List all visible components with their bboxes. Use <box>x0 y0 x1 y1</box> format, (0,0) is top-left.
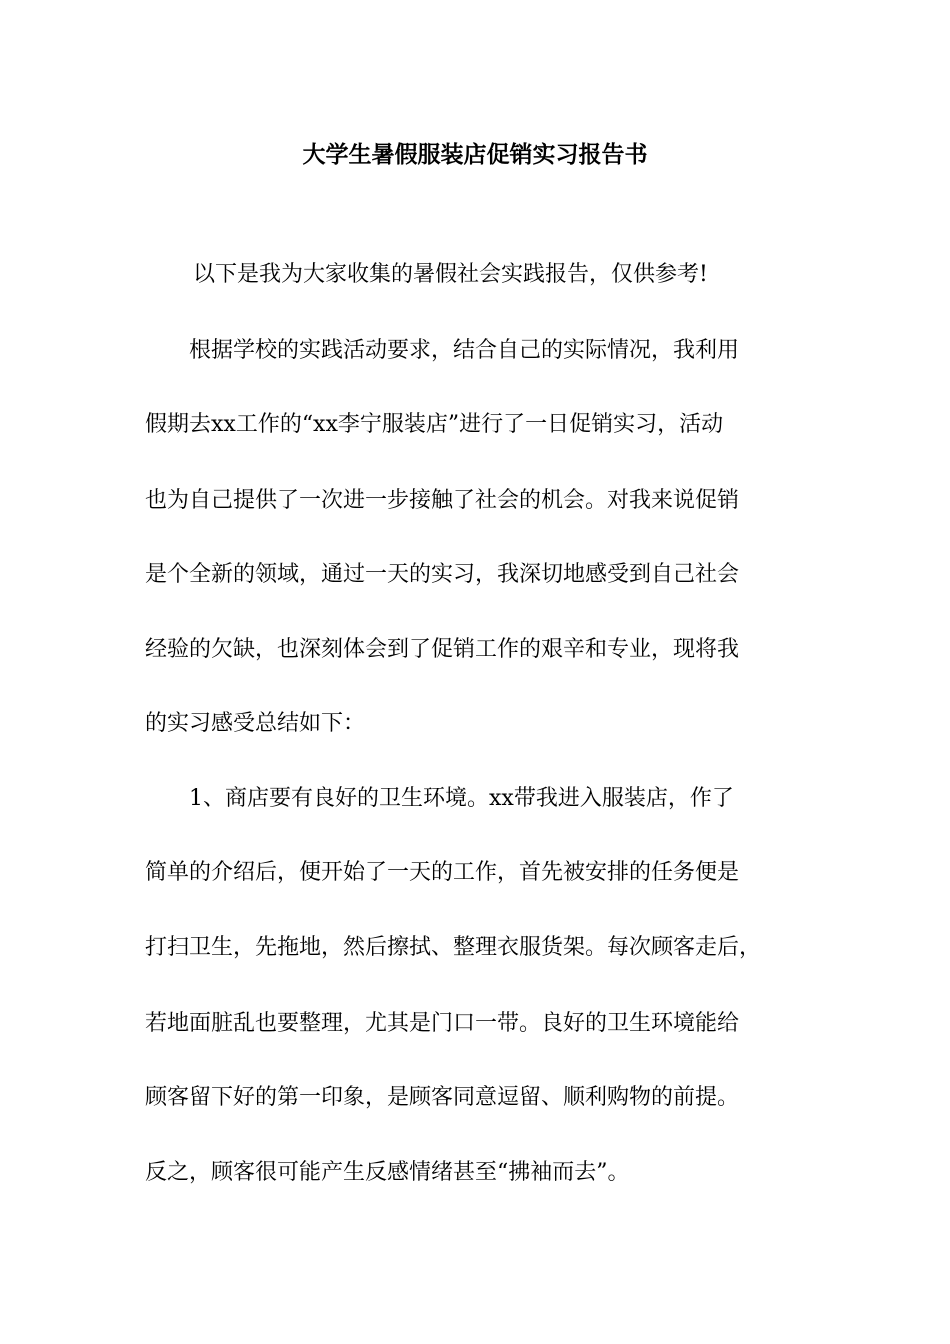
paragraph-line: 假期去xx工作的“xx李宁服装店”进行了一日促销实习，活动 <box>145 412 724 437</box>
document-title: 大学生暑假服装店促销实习报告书 <box>302 141 648 168</box>
intro-line: 以下是我为大家收集的暑假社会实践报告，仅供参考! <box>193 262 708 287</box>
paragraph-line: 1、商店要有良好的卫生环境。xx带我进入服装店，作了 <box>145 786 734 811</box>
paragraph-line: 是个全新的领域，通过一天的实习，我深切地感受到自己社会 <box>145 562 740 587</box>
paragraph-line: 也为自己提供了一次进一步接触了社会的机会。对我来说促销 <box>145 488 740 513</box>
paragraph-line: 简单的介绍后，便开始了一天的工作，首先被安排的任务便是 <box>145 860 740 885</box>
paragraph-line: 反之，顾客很可能产生反感情绪甚至“拂袖而去”。 <box>145 1160 630 1185</box>
paragraph-line: 根据学校的实践活动要求，结合自己的实际情况，我利用 <box>145 338 740 363</box>
paragraph-line: 顾客留下好的第一印象，是顾客同意逗留、顺利购物的前提。 <box>145 1085 740 1110</box>
paragraph-line: 打扫卫生，先拖地，然后擦拭、整理衣服货架。每次顾客走后， <box>145 935 762 960</box>
paragraph-line: 的实习感受总结如下： <box>145 711 366 736</box>
paragraph-line: 若地面脏乱也要整理，尤其是门口一带。良好的卫生环境能给 <box>145 1011 740 1036</box>
paragraph-line: 经验的欠缺，也深刻体会到了促销工作的艰辛和专业，现将我 <box>145 637 740 662</box>
